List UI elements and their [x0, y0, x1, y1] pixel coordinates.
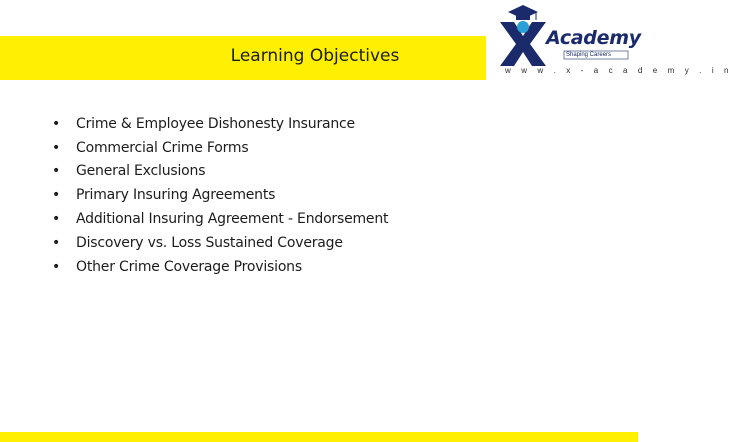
- footer-band: [0, 432, 638, 442]
- list-item: [52, 231, 388, 255]
- bullet-icon: •: [52, 115, 61, 132]
- list-item-label: General Exclusions: [76, 163, 206, 180]
- list-item-label: Primary Insuring Agreements: [76, 187, 276, 204]
- slide-title: Learning Objectives: [230, 46, 400, 66]
- list-item: [52, 112, 388, 136]
- list-item-label: Discovery vs. Loss Sustained Coverage: [76, 234, 343, 251]
- bullet-icon: •: [52, 211, 61, 228]
- list-item: [52, 160, 388, 184]
- x-academy-logo: [486, 0, 733, 86]
- bullet-icon: •: [52, 187, 61, 204]
- logo-tagline: Shaping Careers: [566, 52, 612, 58]
- list-item: [52, 207, 388, 231]
- bullet-icon: •: [52, 139, 61, 156]
- list-item-label: Additional Insuring Agreement - Endorsement: [76, 211, 389, 228]
- logo-wordmark: Academy: [546, 27, 641, 49]
- list-item-label: Crime & Employee Dishonesty Insurance: [76, 115, 355, 132]
- list-item-label: Commercial Crime Forms: [76, 139, 249, 156]
- bullet-icon: •: [52, 163, 61, 180]
- logo-url: w w w . x - a c a d e m y . i n: [505, 66, 733, 75]
- list-item-label: Other Crime Coverage Provisions: [76, 258, 302, 275]
- list-item: [52, 183, 388, 207]
- objectives-list: [52, 112, 388, 279]
- bullet-icon: •: [52, 258, 61, 275]
- list-item: [52, 136, 388, 160]
- bullet-icon: •: [52, 234, 61, 251]
- list-item: [52, 255, 388, 279]
